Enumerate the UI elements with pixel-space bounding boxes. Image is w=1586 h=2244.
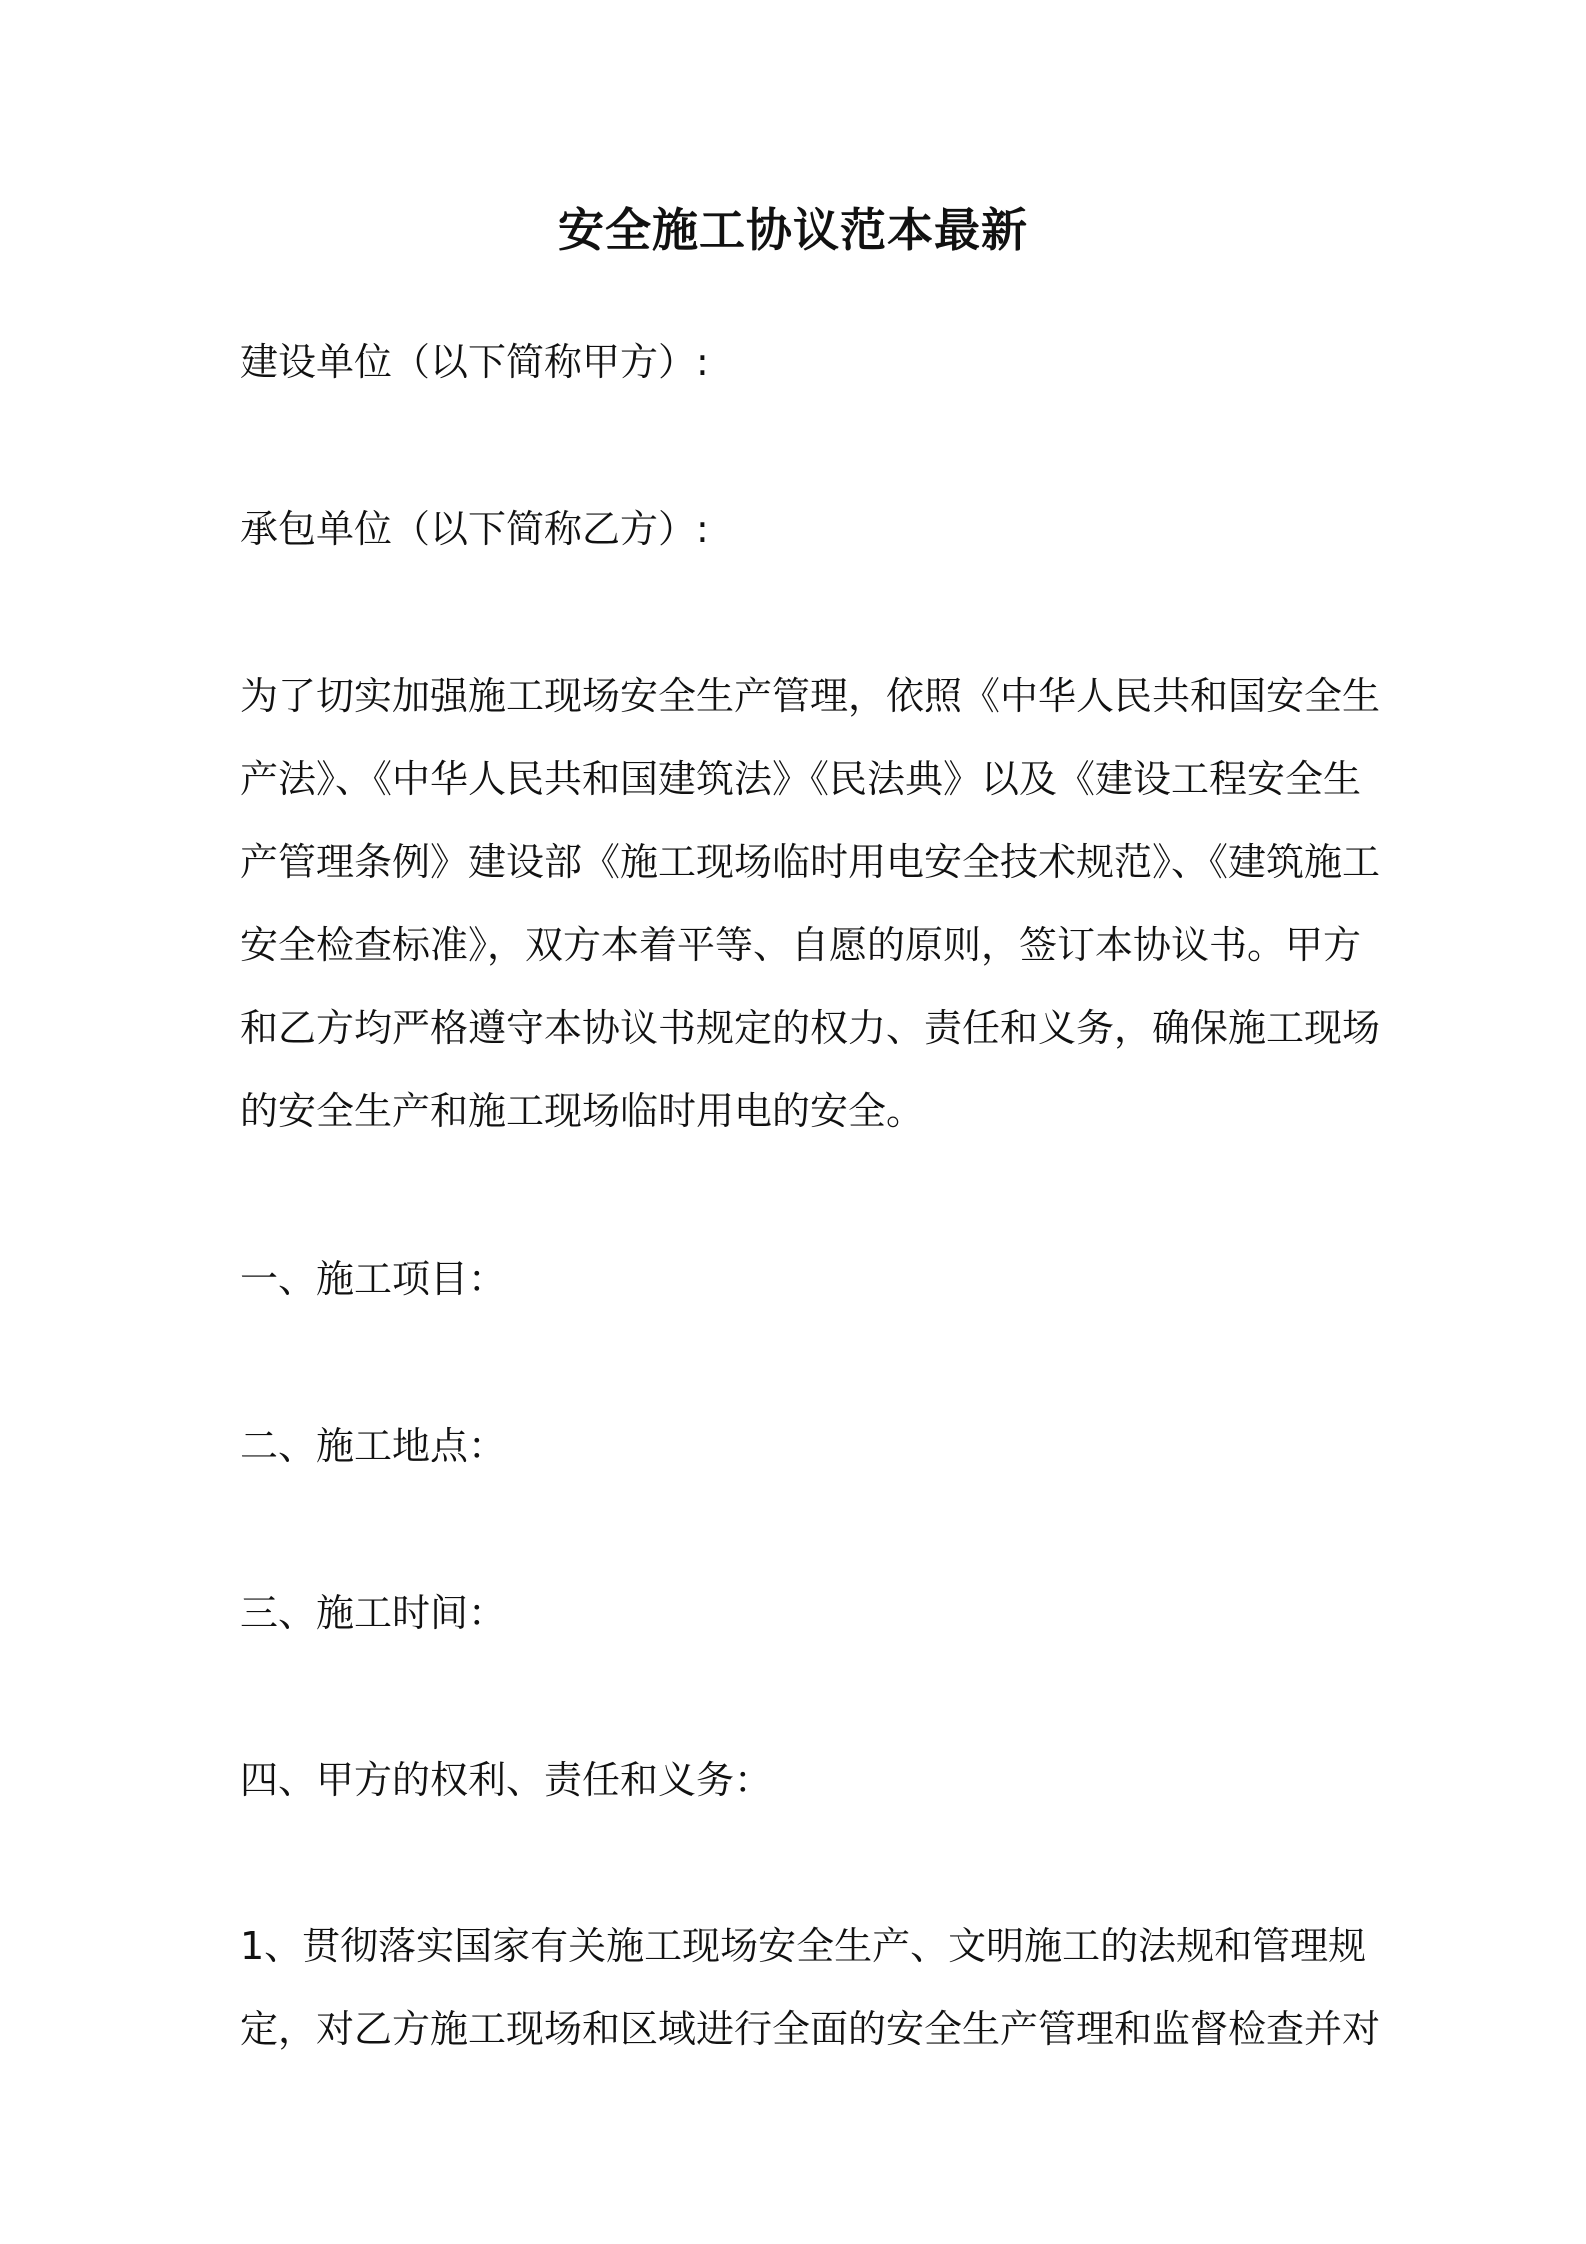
party-a-line: 建设单位（以下简称甲方）: <box>240 340 709 384</box>
document-title: 安全施工协议范本最新 <box>558 203 1028 257</box>
item-1-paragraph <box>240 1905 1381 2071</box>
intro-line: 和乙方均严格遵守本协议书规定的权力、责任和义务，确保施工现场 <box>240 1006 1381 1050</box>
intro-line: 安全检查标准》，双方本着平等、自愿的原则，签订本协议书。甲方 <box>240 923 1362 967</box>
intro-paragraph <box>240 655 1381 1153</box>
section-heading-party-a-duties: 四、甲方的权利、责任和义务： <box>240 1758 773 1802</box>
item-1-line: 1、贯彻落实国家有关施工现场安全生产、文明施工的法规和管理规 <box>240 1924 1367 1968</box>
intro-line: 产法》、《中华人民共和国建筑法》《民法典》以及《建设工程安全生 <box>240 757 1362 801</box>
section-heading-time: 三、施工时间： <box>240 1591 507 1635</box>
intro-line: 为了切实加强施工现场安全生产管理，依照《中华人民共和国安全生 <box>240 674 1381 718</box>
intro-line: 产管理条例》建设部《施工现场临时用电安全技术规范》、《建筑施工 <box>240 840 1381 884</box>
party-b-line: 承包单位（以下简称乙方）: <box>240 507 709 551</box>
intro-line: 的安全生产和施工现场临时用电的安全。 <box>240 1089 925 1133</box>
section-heading-project: 一、施工项目： <box>240 1257 507 1301</box>
section-heading-location: 二、施工地点： <box>240 1424 507 1468</box>
item-1-line: 定，对乙方施工现场和区域进行全面的安全生产管理和监督检查并对 <box>240 2007 1381 2051</box>
